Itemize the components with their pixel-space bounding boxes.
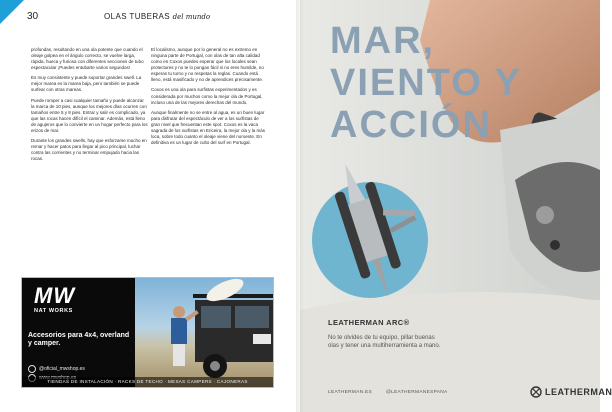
paragraph: Es muy consistente y puede soportar grandes swell. La mejor marea es la marea baja, pero también se puede surfear con otras mareas.: [31, 75, 142, 93]
leatherman-mark-icon: [530, 386, 542, 398]
brand-wordmark: LEATHERMAN: [545, 387, 612, 397]
paragraph: Coxos es una ola para surfistas experimentados y es considerada por muchos como la mejor ola de Portugal, incluso una de las mejores derechas del mundo.: [151, 87, 263, 105]
paragraph: Puede romper a casi cualquier tamaño y puede alcanzar la marca de 10 pies, aunque los mejores días ocurren con tamaños entre 5 y 8 pies. Entrar y salir es complicado, ya que las rocas hacen difícil el caminar. Además, está lleno de agujeros que lo convierte en un hogar perfecto para los erizos de mar.: [31, 97, 148, 133]
ad-text-panel: [22, 278, 135, 387]
headline-line: ACCIÓN: [330, 104, 492, 146]
ad-social-handle[interactable]: @LEATHERMANESPANA: [386, 390, 448, 395]
left-page: [0, 0, 300, 412]
product-name: LEATHERMAN ARC®: [328, 318, 410, 327]
page-corner-accent: [0, 0, 24, 24]
ad-website-link[interactable]: LEATHERMAN.ES: [328, 390, 373, 395]
article-column-1: [31, 47, 148, 167]
article-column-2: [151, 47, 268, 150]
instagram-icon: [28, 365, 36, 373]
running-head-title: OLAS TUBERAS: [104, 12, 171, 21]
ad-tagline: Accesorios para 4x4, overland y camper.: [28, 332, 130, 348]
running-head: [104, 12, 210, 21]
ad-headline: [330, 20, 522, 146]
page-number: 30: [27, 11, 39, 22]
ad-instagram: [28, 365, 85, 373]
ad-signage: TIENDAS DE INSTALACIÓN · RACKS DE TECHO · MESAS CAMPERS · CAJONERAS: [22, 377, 273, 387]
headline-line: MAR,: [330, 20, 436, 62]
running-head-subtitle: del mundo: [172, 13, 211, 21]
ad-body-copy: No te olvides de tu equipo, pillar buenas olas y tener una multiherramienta a mano.: [328, 335, 441, 349]
mw-logo: MW: [34, 283, 76, 308]
mwshop-advertisement[interactable]: [21, 277, 274, 388]
paragraph: Durante los grandes swells, hay que esforzarse mucho en remar y hacer patos para llegar al pico principal, luchar contra las corrientes y no terminar empujado hacia las rocas.: [31, 138, 147, 162]
leatherman-logo: [530, 386, 612, 398]
ad-photo: [135, 278, 273, 387]
spread-gutter: [296, 0, 304, 412]
paragraph: Aunque finalmente no se entre al agua, es un buen lugar para disfrutar del espectáculo de ver a los surfistas de gran nivel que frecuentan este spot. Coxos es la vaca sagrada de los surfistas en Ericeira, la mejor ola y la más loca, sobre todo cuanto el oleaje viene del noroeste. En definitiva es un lugar de culto del surf en Portugal.: [151, 109, 266, 146]
ad-photo-illustration: [135, 278, 273, 387]
paragraph: El localismo, aunque por lo general no es extremo en ninguna parte de Portugal, con olas de tan alta calidad como en Coxos puedes esperar que los locales sean protectores y no te lo pongan fácil si no eres humilde, no esperas tu turno y no respetas la reglas. Cuando está lleno, está masificado y no de aprendices precisamente.: [151, 47, 264, 83]
right-page: [300, 0, 612, 412]
mw-brand-name: NAT WORKS: [34, 308, 73, 314]
paragraph: profundas, resultando en una ola potente que cuando el oleaje golpea en el ángulo correcto, se vuelve larga, rápida, hueca y furiosa con diferentes secciones de tubo espectacular ¡Puedes entubarte varios segundos!: [31, 47, 144, 71]
ad-instagram-handle: @oficial_mwshop.es: [39, 366, 85, 372]
headline-line: VIENTO Y: [330, 62, 522, 104]
